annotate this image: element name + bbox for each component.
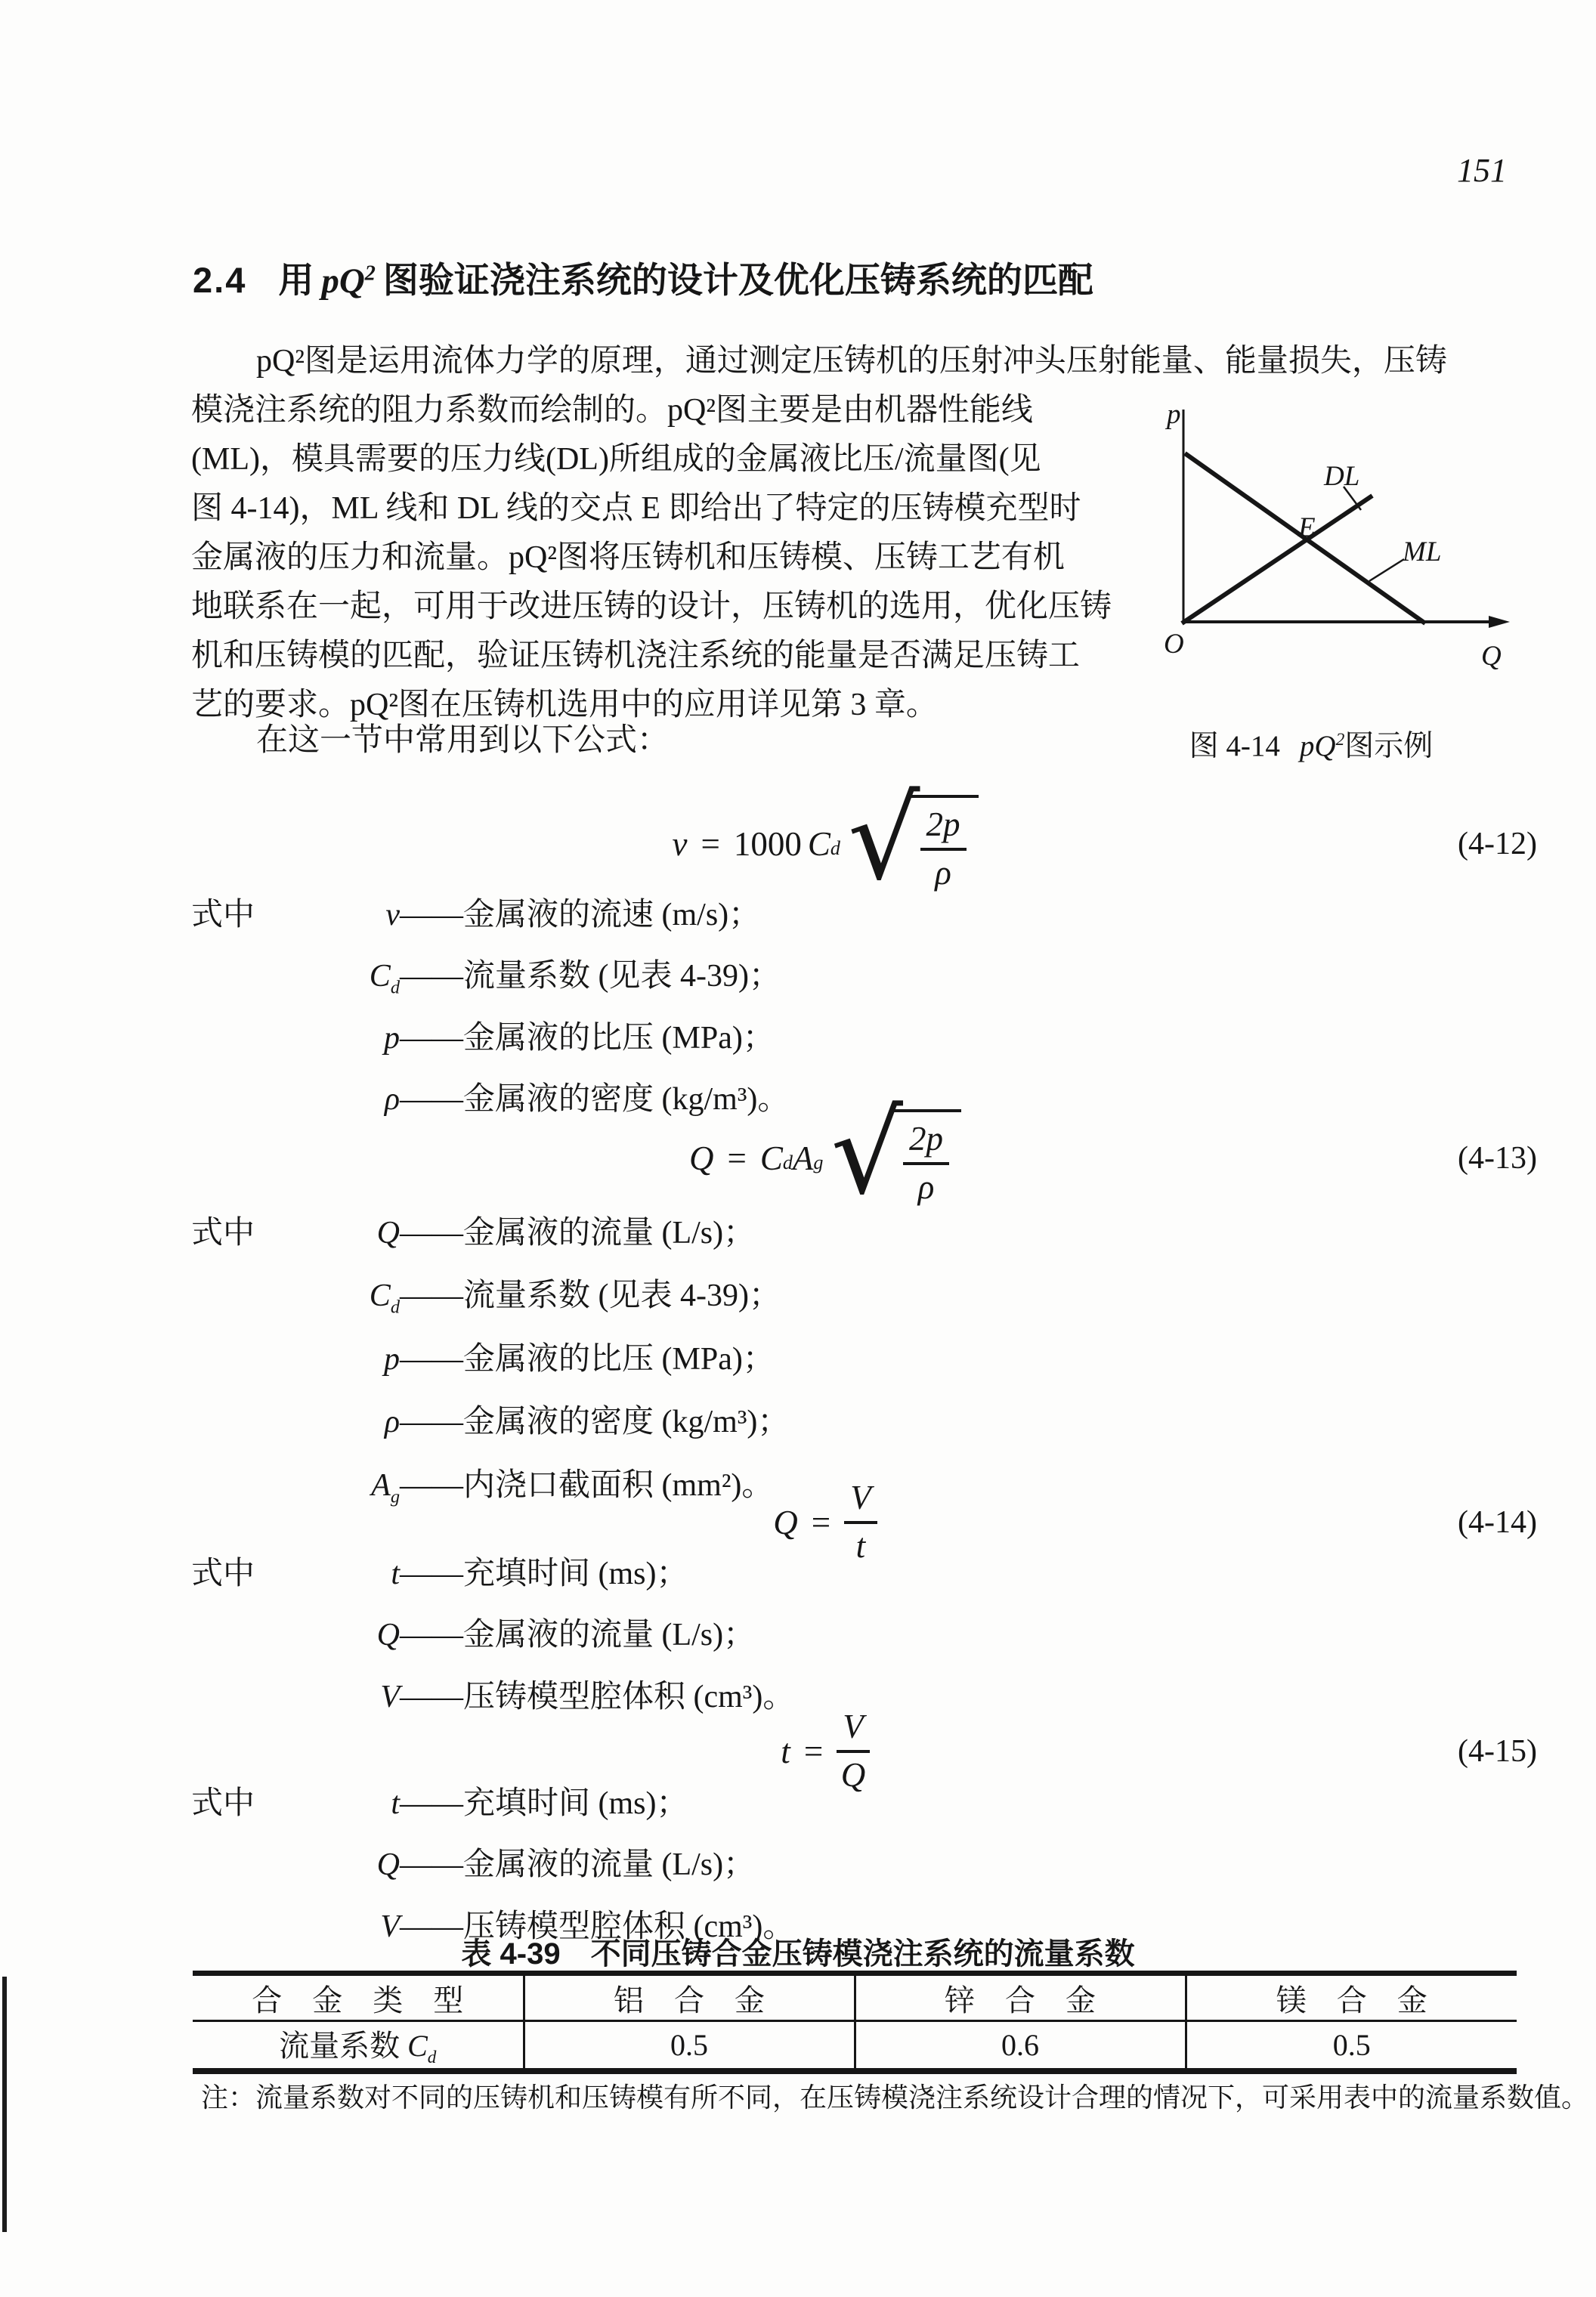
equation-4-12-row bbox=[113, 774, 1537, 908]
where-item: 式中 t——充填时间 (ms)； bbox=[191, 1557, 688, 1591]
equation-number: (4-15) bbox=[1458, 1733, 1537, 1769]
scan-artifact-line bbox=[2, 1977, 7, 2232]
where-item: ρ——金属液的密度 (kg/m³)； bbox=[384, 1405, 790, 1440]
table-note: 注：流量系数对不同的压铸机和压铸模有所不同，在压铸模浇注系统设计合理的情况下，可采用表中的流量系数值。 bbox=[201, 2082, 1589, 2113]
where-item: p——金属液的比压 (MPa)； bbox=[384, 1020, 775, 1056]
value-cell: 0.5 bbox=[524, 2021, 855, 2072]
figure-number: 图 4-14 bbox=[1189, 730, 1280, 762]
axis-label-p: p bbox=[1167, 399, 1181, 430]
formulas-lead-in: 在这一节中常用到以下公式： bbox=[256, 723, 670, 758]
radical: √ $\frac{2p}{\rho}$ bbox=[830, 1109, 961, 1207]
heading-text-post: 图验证浇注系统的设计及优化压铸系统的匹配 bbox=[382, 260, 1093, 300]
table-header-cell: 铝合金 bbox=[524, 1974, 855, 2021]
figure-caption bbox=[1130, 722, 1492, 765]
equation-4-13-row bbox=[113, 1088, 1537, 1223]
equation-number: (4-13) bbox=[1458, 1141, 1537, 1176]
flow-coefficient-table bbox=[193, 1971, 1517, 2074]
section-heading bbox=[193, 252, 1093, 303]
paragraph-line: 金属液的压力和流量。pQ²图将压铸机和压铸模、压铸工艺有机 bbox=[191, 540, 1065, 575]
q-axis-arrowhead bbox=[1489, 616, 1510, 628]
where-item: $C_d——$流量系数 (见表 4-39)； bbox=[369, 1278, 781, 1318]
where-item: 式中 t——充填时间 (ms)； bbox=[191, 1786, 688, 1821]
equation-number: (4-14) bbox=[1458, 1504, 1537, 1540]
dl-line bbox=[1182, 496, 1372, 623]
where-item: Q——金属液的流量 (L/s)； bbox=[376, 1618, 756, 1653]
table-header-cell: 合金类型 bbox=[193, 1974, 524, 2021]
equation-number: (4-12) bbox=[1458, 827, 1537, 861]
paragraph-line: 机和压铸模的匹配，验证压铸机浇注系统的能量是否满足压铸工 bbox=[191, 638, 1081, 673]
value-cell: 0.5 bbox=[1186, 2021, 1517, 2072]
value-cell: 0.6 bbox=[855, 2021, 1186, 2072]
equation-4-14: Q = $\frac{V}{t}$ bbox=[773, 1479, 877, 1566]
page-number: 151 bbox=[1457, 152, 1507, 189]
e-point-label: E bbox=[1298, 512, 1316, 543]
table-data-row bbox=[193, 2021, 1517, 2072]
where-item: ρ——金属液的密度 (kg/m³)。 bbox=[384, 1082, 790, 1118]
where-item: p——金属液的比压 (MPa)； bbox=[384, 1341, 775, 1377]
equation-4-15: t = $\frac{V}{Q}$ bbox=[781, 1708, 869, 1795]
origin-label: O bbox=[1164, 629, 1184, 660]
where-item: V——压铸模型腔体积 (cm³)。 bbox=[380, 1909, 795, 1944]
caption-formula-pq2: $pQ^2$ bbox=[1299, 730, 1345, 762]
axis-label-q: Q bbox=[1481, 641, 1502, 672]
table-header-cell: 镁合金 bbox=[1186, 1974, 1517, 2021]
caption-text: 图示例 bbox=[1344, 730, 1434, 762]
row-label-cell: 流量系数 $C_d$ bbox=[279, 2029, 437, 2067]
table-header-row bbox=[193, 1974, 1517, 2021]
where-item: 式中 v——金属液的流速 (m/s)； bbox=[191, 898, 761, 932]
where-item: Q——金属液的流量 (L/s)； bbox=[376, 1847, 756, 1883]
where-item: $A_g——$内浇口截面积 (mm²)。 bbox=[371, 1467, 774, 1507]
paragraph-line: 艺的要求。pQ²图在压铸机选用中的应用详见第 3 章。 bbox=[191, 688, 938, 722]
where-item: V——压铸模型腔体积 (cm³)。 bbox=[380, 1679, 795, 1714]
where-item: $C_d——$流量系数 (见表 4-39)； bbox=[369, 959, 781, 998]
heading-formula-pq2: $pQ^2$ bbox=[321, 261, 376, 301]
equation-4-13: Q = C d A g √ $\frac{2p}{\rho}$ bbox=[689, 1109, 961, 1207]
equation-4-12: v = 1000 C d √ $\frac{2p}{\rho}$ bbox=[672, 795, 978, 893]
table-header-cell: 锌合金 bbox=[855, 1974, 1186, 2021]
heading-text-pre: 用 bbox=[278, 260, 314, 300]
section-number: 2.4 bbox=[193, 260, 247, 300]
paragraph-line: 模浇注系统的阻力系数而绘制的。pQ²图主要是由机器性能线 bbox=[191, 393, 1033, 428]
table-title: 表 4-39 不同压铸合金压铸模浇注系统的流量系数 bbox=[461, 1937, 1135, 1971]
ml-pointer-line bbox=[1369, 559, 1404, 581]
where-item: 式中 Q——金属液的流量 (L/s)； bbox=[191, 1216, 756, 1251]
pq2-diagram bbox=[1164, 387, 1511, 750]
paragraph-line: pQ²图是运用流体力学的原理，通过测定压铸机的压射冲头压射能量、能量损失，压铸 bbox=[256, 344, 1447, 379]
paragraph-line: 地联系在一起，可用于改进压铸的设计，压铸机的选用，优化压铸 bbox=[191, 589, 1112, 624]
dl-label: DL bbox=[1324, 461, 1360, 492]
radical: √ $\frac{2p}{\rho}$ bbox=[848, 795, 979, 893]
paragraph-line: (ML)，模具需要的压力线(DL)所组成的金属液比压/流量图(见 bbox=[191, 442, 1041, 477]
ml-label: ML bbox=[1403, 536, 1442, 567]
paragraph-line: 图 4-14)，ML 线和 DL 线的交点 E 即给出了特定的压铸模充型时 bbox=[191, 491, 1081, 526]
